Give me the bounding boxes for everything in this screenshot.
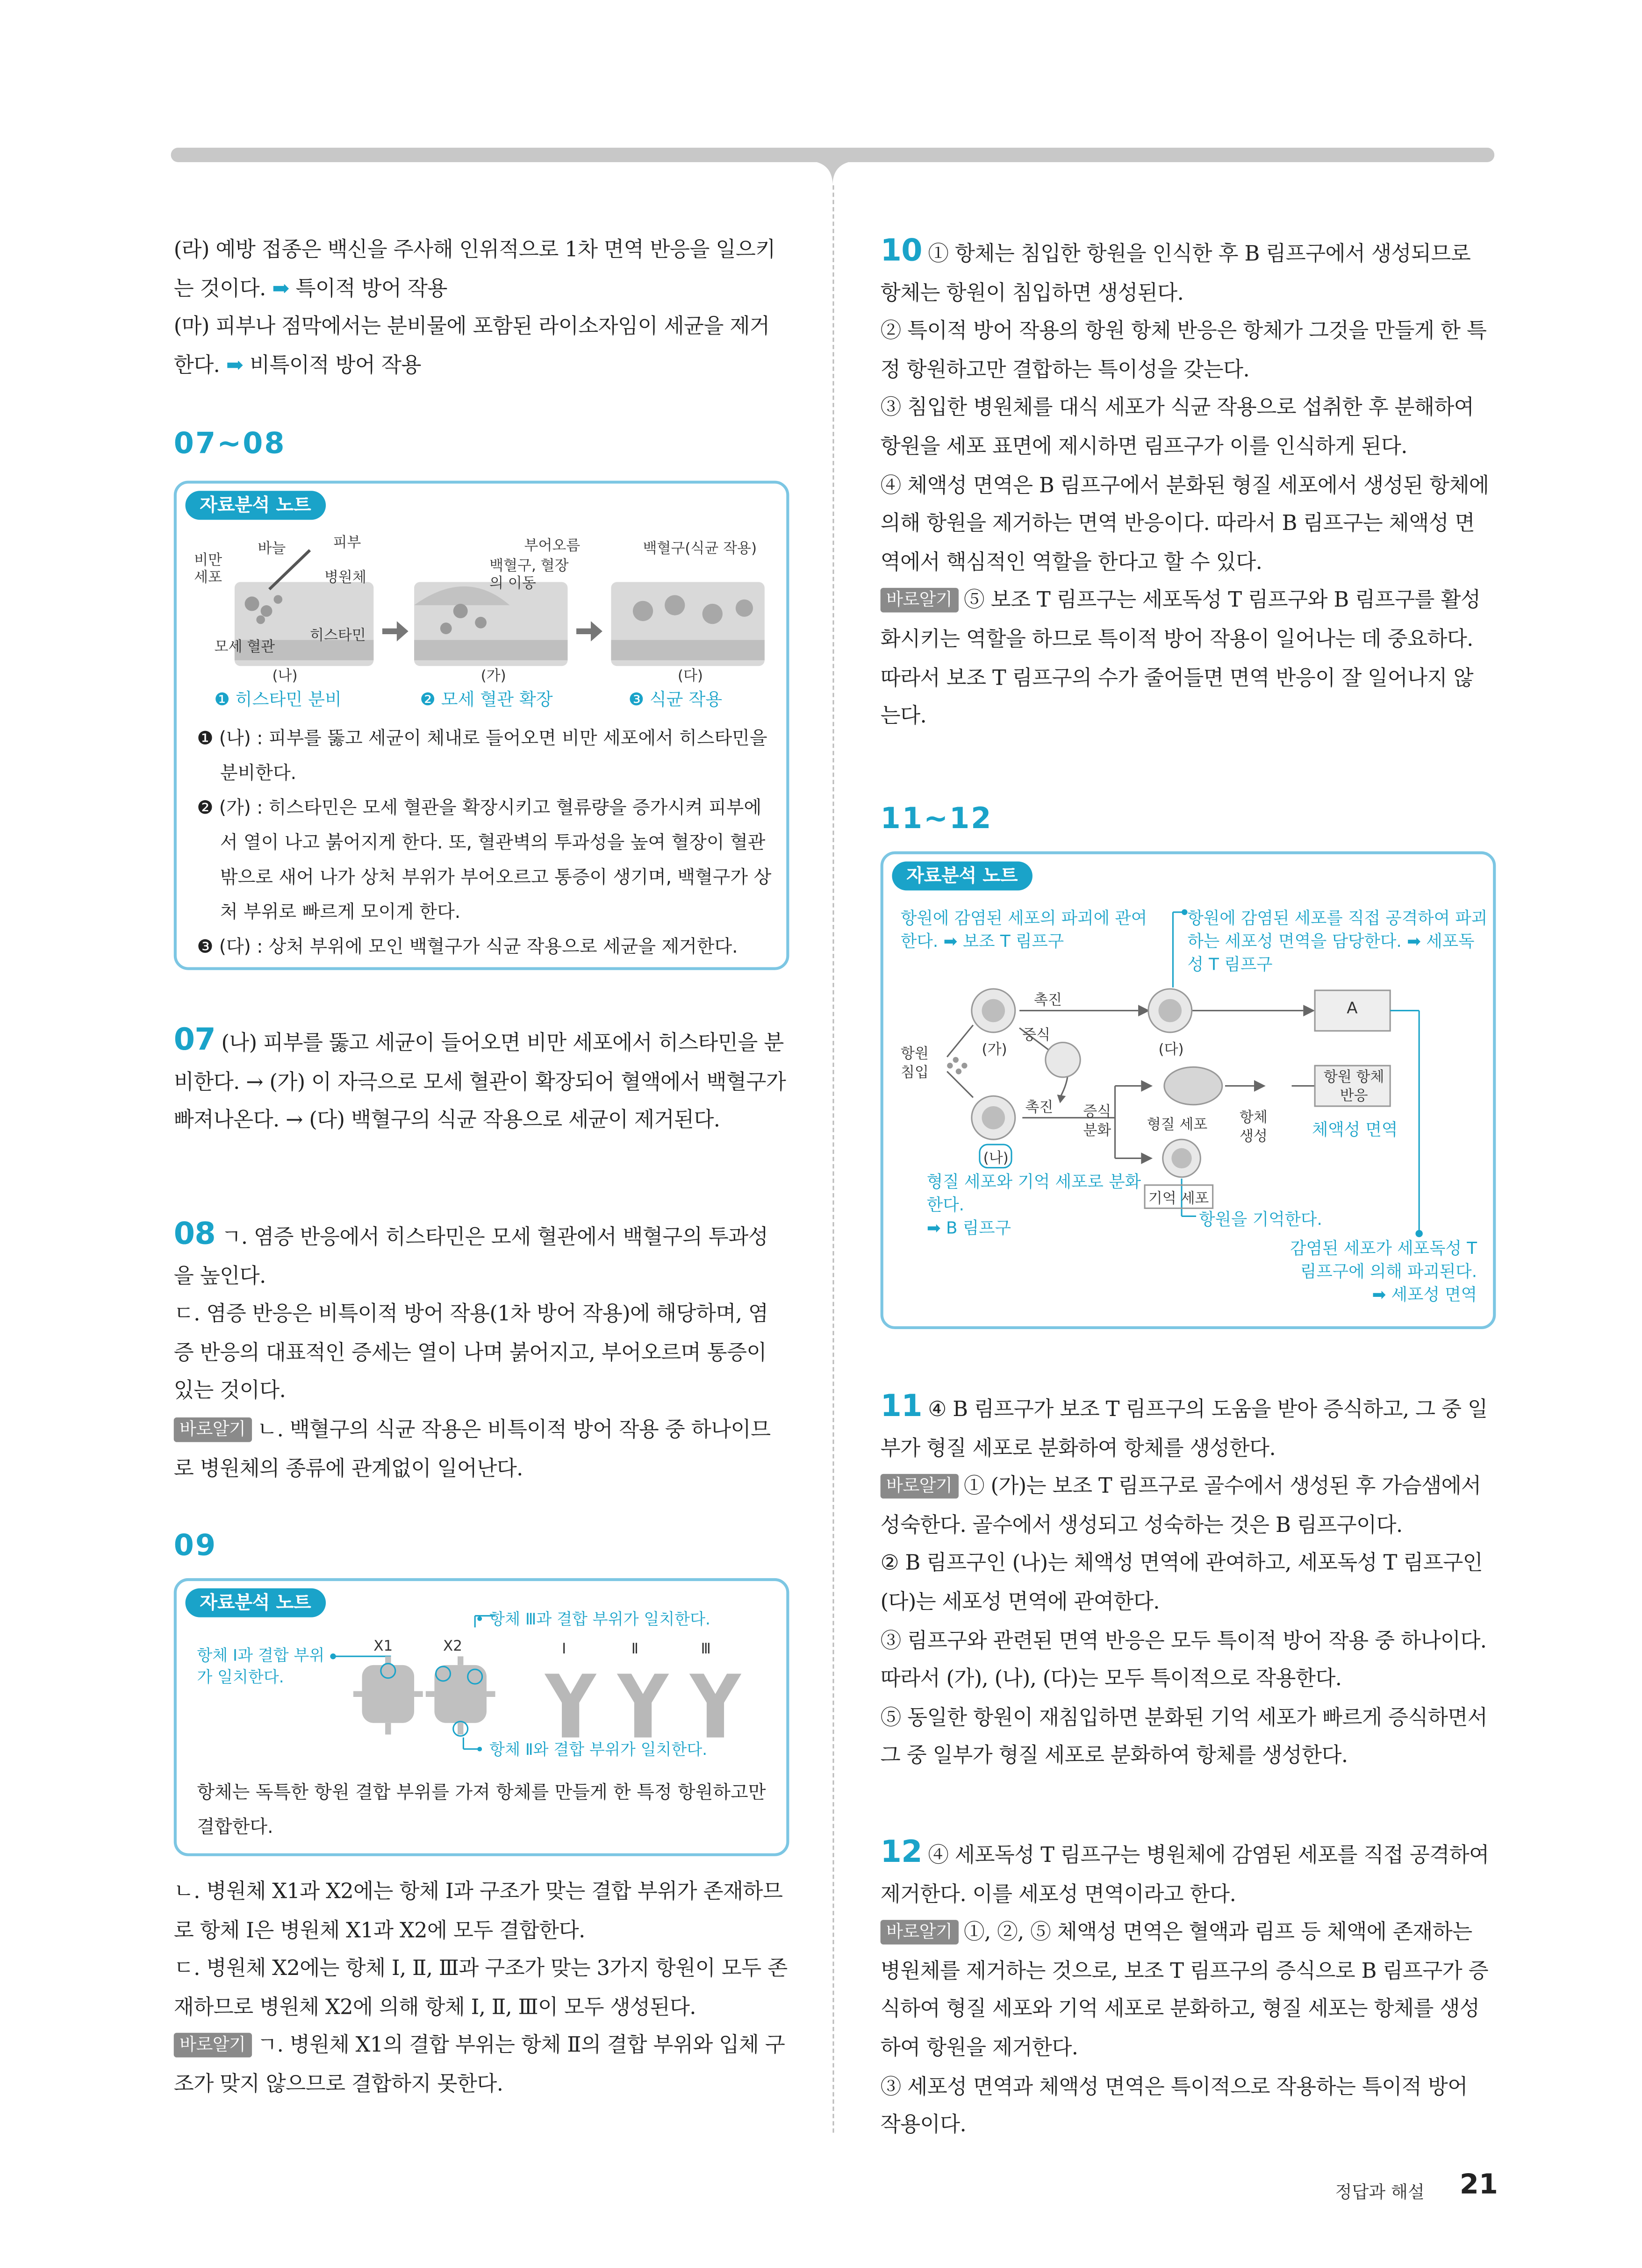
section-heading-09: 09: [173, 1527, 217, 1562]
q08-text-a: ㄱ. 염증 반응에서 히스타민은 모세 혈관에서 백혈구의 투과성을 높인다.: [173, 1226, 768, 1288]
q08-text-b: ㄷ. 염증 반응은 비특이적 방어 작용(1차 방어 작용)에 해당하며, 염증 반응의 대표적인 증세는 열이 나며 붉어지고, 부어오르며 통증이 있는 것이다.: [173, 1303, 768, 1404]
fig-panel-na: (나): [272, 669, 298, 685]
q08-text-c: ㄴ. 백혈구의 식균 작용은 비특이적 방어 작용 중 하나이므로 병원체의 종류에 관계없이 일어난다.: [173, 1419, 771, 1481]
question-number-08: 08: [173, 1216, 216, 1251]
q10-text: ③ 침입한 병원체를 대식 세포가 식균 작용으로 섭취한 후 분해하여 항원을 세포 표면에 제시하면 림프구가 이를 인식하게 된다.: [880, 397, 1474, 459]
q11-text: ④ B 림프구가 보조 T 림프구의 도움을 받아 증식하고, 그 중 일부가 형질 세포로 분화하여 항체를 생성한다.: [880, 1398, 1488, 1460]
q12-block: [881, 1833, 1491, 2145]
diagram-note-cellular: 감염된 세포가 세포독성 T 림프구에 의해 파괴된다. ➡ 세포성 면역: [1290, 1238, 1477, 1305]
q09-text-b: ㄷ. 병원체 X2에는 항체 Ⅰ, Ⅱ, Ⅲ과 구조가 맞는 3가지 항원이 모두 존재하므로 병원체 X2에 의해 항체 Ⅰ, Ⅱ, Ⅲ이 모두 생성된다.: [173, 1958, 788, 2020]
fig-label-swelling: 부어오름: [524, 538, 581, 555]
q12-extra-text: ③ 세포성 면역과 체액성 면역은 특이적으로 작용하는 특이적 방어 작용이다.: [880, 2075, 1468, 2138]
q11-wrong-text: ⑤ 동일한 항원이 재침입하면 분화된 기억 세포가 빠르게 증식하면서 그 중 일부가 형질 세포로 분화하여 항체를 생성한다.: [880, 1706, 1488, 1768]
wrong-label-badge: 바로알기: [881, 588, 958, 613]
q07-block: [174, 1021, 788, 1140]
para-ra: (라) 예방 접종은 백신을 주사해 인위적으로 1차 면역 반응을 일으키는 것이다.: [173, 239, 775, 301]
fig2-ab-2: Ⅱ: [631, 1642, 639, 1658]
question-number-11: 11: [880, 1388, 922, 1424]
fig2-x1-label: X1: [373, 1639, 393, 1655]
arrow-icon: ➡: [226, 354, 244, 378]
fig2-top-note: • 항체 Ⅲ과 결합 부위가 일치한다.: [475, 1610, 710, 1629]
fig-label-wbc-plasma: 백혈구, 혈장의 이동: [489, 558, 569, 593]
fig-label-capillary: 모세 혈관: [214, 640, 275, 656]
fig-panel-da: (다): [677, 669, 703, 685]
fig2-left-note: 항체 Ⅰ과 결합 부위가 일치한다.: [197, 1646, 325, 1687]
diagram-note-cytotoxic-t: 항원에 감염된 세포를 직접 공격하여 파괴하는 세포성 면역을 담당한다. ➡ 세포독성 T 림프구: [1187, 908, 1488, 975]
diagram-label-prolif2: 증식 분화: [1083, 1104, 1111, 1140]
diagram-label-antigen: 항원 침입: [901, 1046, 929, 1082]
footer-label: 정답과 해설: [1335, 2182, 1425, 2203]
q09-block: [174, 1874, 788, 2104]
q11-wrong-text: ③ 림프구와 관련된 면역 반응은 모두 특이적 방어 작용 중 하나이다. 따라서 (가), (나), (다)는 모두 특이적으로 작용한다.: [880, 1630, 1487, 1692]
fig-step-2: ❷ 모세 혈관 확장: [420, 689, 553, 710]
section-heading-11-12: 11~12: [880, 801, 993, 836]
page-number: 21: [1459, 2168, 1498, 2201]
q11-wrong-text: ① (가)는 보조 T 림프구로 골수에서 생성된 후 가슴샘에서 성숙한다. 골수에서 생성되고 성숙하는 것은 B 림프구이다.: [880, 1475, 1481, 1538]
fig-label-phagocytosis: 백혈구(식균 작용): [643, 541, 757, 558]
analysis-note-box-1: [174, 481, 789, 970]
analysis-note-tag: 자료분석 노트: [186, 491, 326, 520]
fig2-bottom-note: • 항체 Ⅱ와 결합 부위가 일치한다.: [475, 1740, 708, 1760]
diagram-note-memory: 항원을 기억한다.: [1199, 1209, 1322, 1230]
fig2-ab-3: Ⅲ: [701, 1642, 711, 1658]
diagram-label-memory: 기억 세포: [1144, 1184, 1213, 1209]
para-ma: (마) 피부나 점막에서는 분비물에 포함된 라이소자임이 세균을 제거한다.: [173, 315, 770, 378]
diagram-label-da: (다): [1158, 1042, 1184, 1059]
diagram-label-A: A: [1347, 999, 1358, 1018]
left-intro: [174, 232, 788, 386]
q12-text: ④ 세포독성 T 림프구는 병원체에 감염된 세포를 직접 공격하여 제거한다. 이를 세포성 면역이라고 한다.: [880, 1844, 1489, 1906]
fig-step-3: ❸ 식균 작용: [628, 689, 723, 710]
column-divider: [832, 186, 834, 2133]
diagram-note-b-cell: 형질 세포와 기억 세포로 분화한다. ➡ B 림프구: [926, 1171, 1141, 1238]
fig-label-mast-cell: 비만 세포: [194, 553, 222, 587]
q10-text: ② 특이적 방어 작용의 항원 항체 반응은 항체가 그것을 만들게 한 특정 항원하고만 결합하는 특이성을 갖는다.: [880, 320, 1487, 382]
question-number-10: 10: [880, 233, 922, 268]
q09-text-c: ㄱ. 병원체 X1의 결합 부위는 항체 Ⅱ의 결합 부위와 입체 구조가 맞지 않으므로 결합하지 못한다.: [173, 2034, 785, 2096]
diagram-label-contact: 촉진: [1034, 993, 1062, 1009]
analysis-note-tag: 자료분석 노트: [186, 1588, 326, 1617]
q07-text: (나) 피부를 뚫고 세균이 들어오면 비만 세포에서 히스타민을 분비한다. → (가) 이 자극으로 모세 혈관이 확장되어 혈액에서 백혈구가 빠져나온다. → (다) 백혈구의 식균 작용으로 세균이 제거된다.: [173, 1032, 786, 1133]
question-number-12: 12: [880, 1834, 922, 1869]
para-ma-result: 비특이적 방어 작용: [250, 354, 421, 378]
diagram-label-contact2: 촉진: [1025, 1100, 1054, 1116]
note1-item: ❶ (나) : 피부를 뚫고 세균이 체내로 들어오면 비만 세포에서 히스타민을 분비한다.: [197, 727, 767, 784]
fig-label-pathogen: 병원체: [324, 570, 366, 587]
fig-label-needle: 바늘: [258, 541, 286, 558]
wrong-label-badge: 바로알기: [174, 2033, 251, 2058]
note1-text: [197, 721, 776, 964]
arrow-icon: ➡: [272, 277, 289, 301]
q10-text: ④ 체액성 면역은 B 림프구에서 분화된 형질 세포에서 생성된 항체에 의해 항원을 제거하는 면역 반응이다. 따라서 B 림프구는 체액성 면역에서 핵심적인 역할을 한다고 할 수 있다.: [880, 474, 1489, 575]
wrong-label-badge: 바로알기: [881, 1920, 958, 1945]
fig-label-histamine: 히스타민: [309, 628, 366, 644]
diagram-label-reaction: 항원 항체 반응: [1323, 1070, 1384, 1105]
diagram-label-plasma: 형질 세포: [1147, 1117, 1208, 1134]
q12-wrong-text: ①, ②, ⑤ 체액성 면역은 혈액과 림프 등 체액에 존재하는 병원체를 제거하는 것으로, 보조 T 림프구의 증식으로 B 림프구가 증식하여 형질 세포와 기억 세포로 분화하고, 형질 세포는 항체를 생성하여 항원을 제거한다.: [880, 1921, 1489, 2061]
para-ra-result: 특이적 방어 작용: [295, 277, 447, 301]
header-bar: [171, 142, 1495, 191]
fig2-ab-1: Ⅰ: [562, 1642, 566, 1658]
q10-block: [881, 232, 1491, 737]
fig-step-1: ❶ 히스타민 분비: [214, 689, 342, 710]
wrong-label-badge: 바로알기: [174, 1417, 251, 1442]
q10-text: ① 항체는 침입한 항원을 인식한 후 B 림프구에서 생성되므로 항체는 항원이 침입하면 생성된다.: [880, 243, 1471, 305]
diagram-label-humoral: 체액성 면역: [1312, 1119, 1398, 1140]
analysis-note-box-3: [881, 851, 1496, 1329]
section-heading-07-08: 07~08: [173, 425, 286, 461]
analysis-note-box-2: [174, 1578, 789, 1856]
note1-item: ❸ (다) : 상처 부위에 모인 백혈구가 식균 작용으로 세균을 제거한다.: [197, 935, 738, 957]
fig-label-skin: 피부: [333, 536, 361, 552]
diagram-label-antibody: 항체 생성: [1239, 1110, 1268, 1145]
analysis-note-tag: 자료분석 노트: [892, 861, 1032, 890]
diagram-label-prolif: 증식: [1022, 1028, 1051, 1044]
question-number-07: 07: [173, 1022, 216, 1057]
note2-text: 항체는 독특한 항원 결합 부위를 가져 항체를 만들게 한 특정 항원하고만 결합한다.: [197, 1781, 766, 1838]
q11-wrong-text: ② B 림프구인 (나)는 체액성 면역에 관여하고, 세포독성 T 림프구인 (다)는 세포성 면역에 관여한다.: [880, 1553, 1483, 1615]
diagram-note-helper-t: 항원에 감염된 세포의 파괴에 관여한다. ➡ 보조 T 림프구: [901, 908, 1147, 952]
q10-wrong-text: ⑤ 보조 T 림프구는 세포독성 T 림프구와 B 림프구를 활성화시키는 역할을 하므로 특이적 방어 작용이 일어나는 데 중요하다. 따라서 보조 T 림프구의 수가 줄어들면 면역 반응이 잘 일어나지 않는다.: [880, 589, 1481, 729]
fig2-x2-label: X2: [443, 1639, 462, 1655]
q11-block: [881, 1387, 1491, 1776]
note1-item: ❷ (가) : 히스타민은 모세 혈관을 확장시키고 혈류량을 증가시켜 피부에서 열이 나고 붉어지게 한다. 또, 혈관벽의 투과성을 높여 혈장이 혈관 밖으로 새어 나가 상처 부위가 부어오르고 통증이 생기며, 백혈구가 상처 부위로 빠르게 모이게 한다.: [197, 796, 772, 923]
q08-block: [174, 1215, 788, 1488]
fig-panel-ga: (가): [480, 669, 506, 685]
q09-text-a: ㄴ. 병원체 X1과 X2에는 항체 Ⅰ과 구조가 맞는 결합 부위가 존재하므로 항체 Ⅰ은 병원체 X1과 X2에 모두 결합한다.: [173, 1881, 783, 1943]
diagram-label-ga: (가): [982, 1042, 1007, 1059]
wrong-label-badge: 바로알기: [881, 1474, 958, 1499]
diagram-label-na: (나): [979, 1144, 1013, 1168]
